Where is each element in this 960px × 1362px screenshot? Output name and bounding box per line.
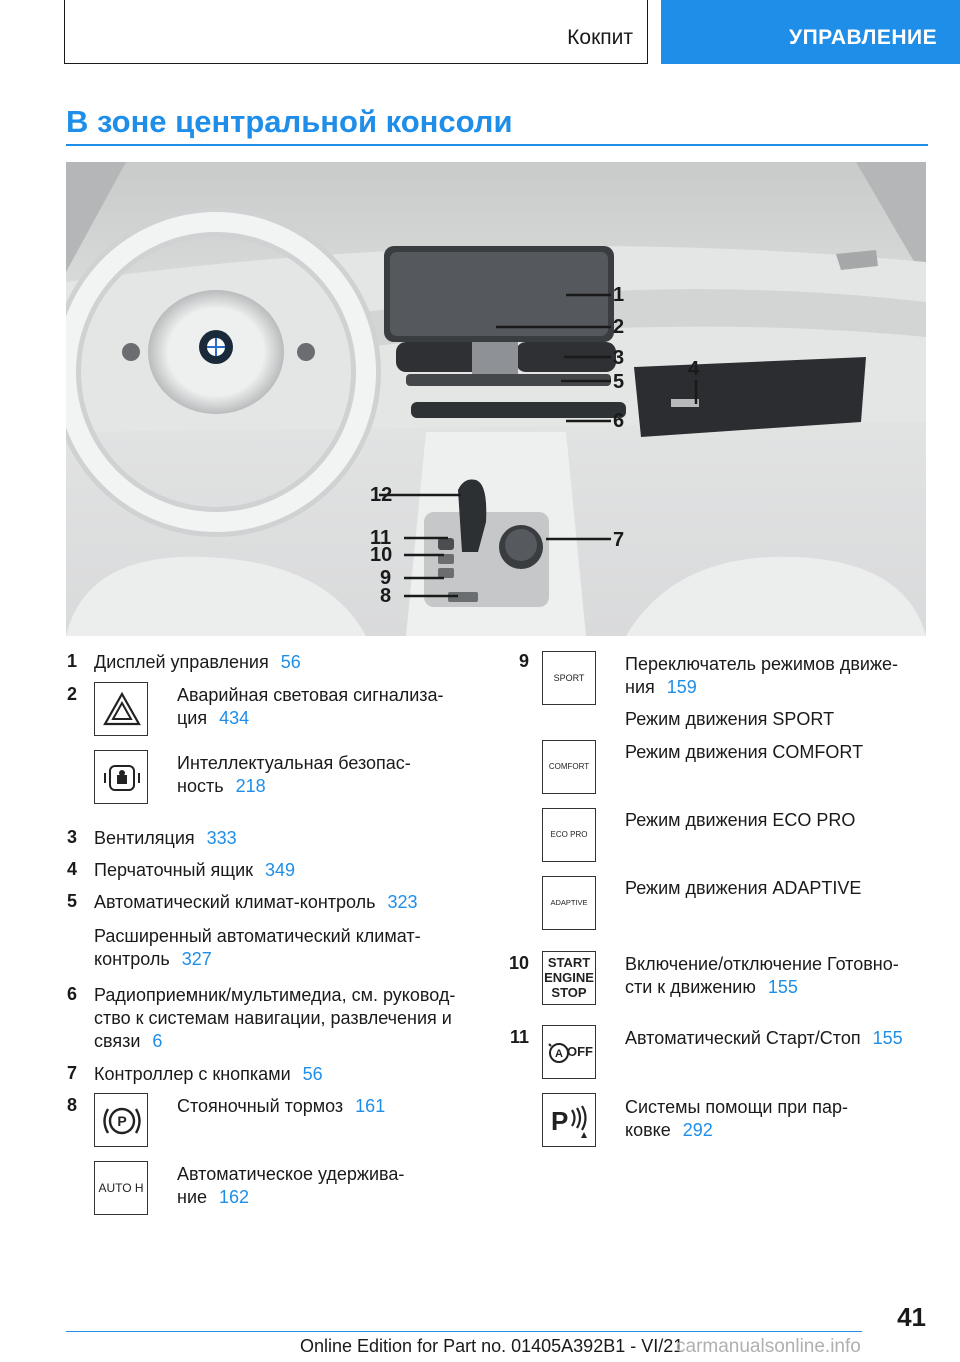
legend-item-3	[94, 827, 237, 850]
item-number: 7	[66, 1063, 77, 1083]
item-text: Режим движения ECO PRO	[625, 810, 856, 830]
item-text: Включение/отключение Готовно-	[625, 954, 899, 974]
legend-item-1	[94, 651, 301, 674]
item-text-cont: ция	[177, 708, 208, 728]
item-text: Стояночный тормоз	[177, 1096, 344, 1116]
item-text: Перчаточный ящик	[94, 860, 254, 880]
adaptive-mode-icon	[542, 876, 596, 930]
item-number: 5	[66, 891, 77, 911]
page-ref[interactable]: 349	[265, 860, 296, 880]
item-text-cont: ность	[177, 776, 224, 796]
header-chapter-label: УПРАВЛЕНИЕ	[789, 26, 938, 49]
svg-text:A: A	[555, 1048, 563, 1060]
callout-5: 5	[613, 371, 625, 393]
legend-item-9-ecopro	[625, 809, 855, 832]
page-ref[interactable]: 6	[152, 1031, 163, 1051]
item-text: Автоматическое удержива-	[177, 1164, 405, 1184]
callout-labels	[66, 162, 926, 636]
engine-label: ENGINE	[544, 970, 594, 985]
park-assist-icon	[542, 1093, 596, 1147]
item-number: 4	[66, 859, 77, 879]
item-number: 6	[66, 984, 77, 1004]
page-ref[interactable]: 434	[219, 708, 250, 728]
legend-item-2b	[177, 752, 411, 798]
callout-7: 7	[613, 529, 625, 551]
item-text: Контроллер с кнопками	[94, 1064, 291, 1084]
callout-6: 6	[613, 410, 625, 432]
page-ref[interactable]: 292	[682, 1120, 713, 1140]
callout-12: 12	[370, 484, 393, 506]
item-text: Автоматический Старт/Стоп	[625, 1028, 861, 1048]
comfort-label: COMFORT	[548, 762, 590, 771]
callout-8: 8	[380, 585, 392, 607]
page-ref[interactable]: 162	[219, 1187, 250, 1207]
item-number: 1	[66, 651, 77, 671]
legend-item-9-adaptive	[625, 877, 861, 900]
footer-edition: Online Edition for Part no. 01405A392B1 - VI/21	[300, 1336, 684, 1356]
item-text-cont: ние	[177, 1187, 208, 1207]
hazard-warning-icon	[94, 682, 148, 736]
auto-hold-label: AUTO H	[98, 1181, 144, 1195]
footer-divider	[66, 1331, 862, 1332]
legend-item-5	[94, 891, 418, 914]
page-ref[interactable]: 56	[280, 652, 301, 672]
item-number: 8	[66, 1095, 77, 1115]
item-text-cont: связи	[94, 1031, 141, 1051]
legend-item-8	[177, 1095, 385, 1118]
header-section-label: Кокпит	[567, 26, 633, 49]
legend-item-6	[94, 984, 455, 1053]
item-number: 3	[66, 827, 77, 847]
legend-item-5b	[94, 925, 421, 971]
off-label: OFF	[567, 1044, 593, 1059]
adaptive-label: ADAPTIVE	[550, 898, 588, 907]
legend-item-9	[625, 653, 898, 699]
callout-10: 10	[370, 544, 393, 566]
item-text: Автоматический климат-контроль	[94, 892, 376, 912]
item-number: 10	[509, 953, 530, 973]
legend-item-11	[625, 1027, 903, 1050]
callout-2: 2	[613, 316, 625, 338]
page-number: 41	[897, 1302, 926, 1332]
watermark: carmanualsonline.info	[676, 1336, 861, 1357]
legend-item-2	[177, 684, 444, 730]
item-text: Интеллектуальная безопас-	[177, 753, 411, 773]
page-ref[interactable]: 218	[235, 776, 266, 796]
auto-hold-icon	[94, 1161, 148, 1215]
callout-11: 11	[370, 527, 392, 549]
item-text-cont: сти к движению	[625, 977, 756, 997]
item-text: Системы помощи при пар-	[625, 1097, 849, 1117]
callout-1: 1	[613, 284, 625, 306]
svg-text:P: P	[551, 1106, 569, 1136]
page-ref[interactable]: 323	[387, 892, 418, 912]
legend-item-9-sport	[625, 708, 834, 731]
page-ref[interactable]: 161	[355, 1096, 386, 1116]
stop-label: STOP	[551, 985, 587, 1000]
callout-9: 9	[380, 567, 392, 589]
page-ref[interactable]: 155	[767, 977, 798, 997]
item-text: Переключатель режимов движе-	[625, 654, 899, 674]
page-ref[interactable]: 155	[872, 1028, 903, 1048]
item-number: 9	[518, 651, 529, 671]
sport-mode-icon	[542, 651, 596, 705]
item-text: Дисплей управления	[94, 652, 269, 672]
legend-item-4	[94, 859, 295, 882]
sport-label: SPORT	[553, 673, 585, 683]
auto-start-stop-off-icon	[542, 1025, 596, 1079]
page-ref[interactable]: 56	[302, 1064, 323, 1084]
item-number: 11	[509, 1027, 529, 1047]
comfort-mode-icon	[542, 740, 596, 794]
callout-3: 3	[613, 347, 625, 369]
parking-brake-icon	[94, 1093, 148, 1147]
start-engine-stop-icon	[542, 951, 596, 1005]
legend-item-7	[94, 1063, 323, 1086]
item-text-cont: ния	[625, 677, 655, 697]
item-text: Режим движения ADAPTIVE	[625, 878, 862, 898]
svg-text:P: P	[117, 1113, 127, 1129]
page-ref[interactable]: 159	[666, 677, 697, 697]
legend-item-9-comfort	[625, 741, 863, 764]
legend-item-11b	[625, 1096, 848, 1142]
item-text-cont: ковке	[625, 1120, 671, 1140]
legend-item-10	[625, 953, 899, 999]
start-label: START	[547, 955, 591, 970]
page-title: В зоне центральной консоли	[66, 104, 513, 139]
item-text: Радиоприемник/мультимедиа, см. руковод-	[94, 985, 456, 1005]
item-number: 2	[66, 684, 77, 704]
header-section-tab	[64, 0, 648, 64]
item-text: Режим движения SPORT	[625, 709, 835, 729]
item-text: Режим движения COMFORT	[625, 742, 864, 762]
eco-pro-label: ECO PRO	[550, 830, 588, 839]
item-text: Аварийная световая сигнализа-	[177, 685, 444, 705]
item-text-cont: ство к системам навигации, развлечения и	[94, 1008, 452, 1028]
eco-pro-mode-icon	[542, 808, 596, 862]
item-text: Расширенный автоматический климат-	[94, 926, 421, 946]
page-ref[interactable]: 327	[181, 949, 212, 969]
header-chapter-tab	[661, 0, 960, 64]
title-divider	[66, 144, 928, 146]
callout-4: 4	[688, 358, 700, 380]
intelligent-safety-icon	[94, 750, 148, 804]
page-ref[interactable]: 333	[206, 828, 237, 848]
item-text-cont: контроль	[94, 949, 170, 969]
legend-item-8b	[177, 1163, 404, 1209]
item-text: Вентиляция	[94, 828, 195, 848]
